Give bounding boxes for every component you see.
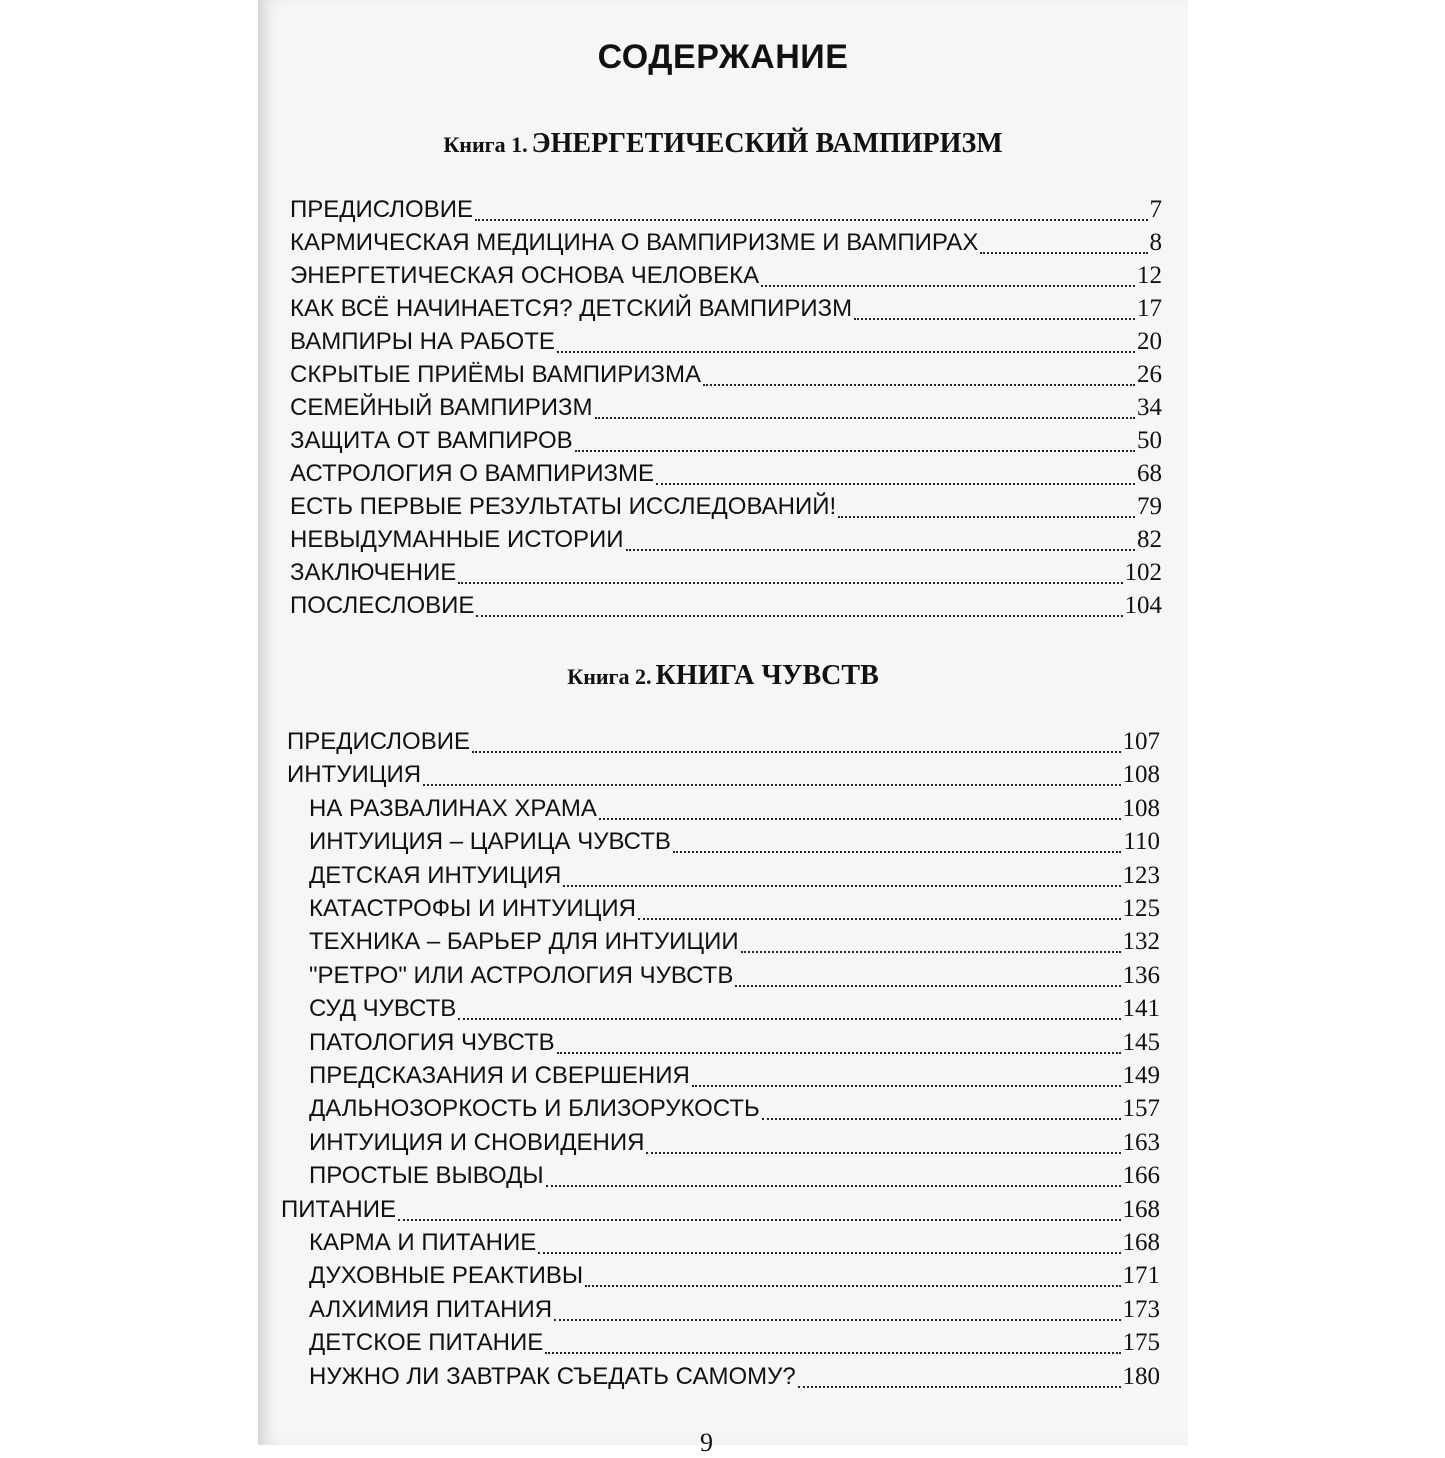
toc-entry-page: 20	[1137, 328, 1162, 355]
toc-entry	[309, 795, 1160, 827]
toc-entry-title: ДУХОВНЫЕ РЕАКТИВЫ	[309, 1262, 584, 1290]
toc-entry-title: СКРЫТЫЕ ПРИЁМЫ ВАМПИРИЗМА	[290, 361, 702, 388]
toc-entry-title: ДАЛЬНОЗОРКОСТЬ И БЛИЗОРУКОСТЬ	[309, 1095, 760, 1123]
toc-entry-page: 149	[1122, 1062, 1160, 1089]
toc-entry-page: 175	[1122, 1329, 1160, 1357]
toc-entry-title: СУД ЧУВСТВ	[309, 995, 457, 1023]
toc-entry-page: 17	[1137, 295, 1162, 322]
toc-leader-dots	[599, 818, 1121, 820]
toc-leader-dots	[563, 885, 1120, 887]
toc-entry-title: ИНТУИЦИЯ И СНОВИДЕНИЯ	[309, 1128, 645, 1156]
toc-entry-title: ЕСТЬ ПЕРВЫЕ РЕЗУЛЬТАТЫ ИССЛЕДОВАНИЙ!	[290, 493, 837, 520]
page-number: 9	[700, 1428, 713, 1457]
toc-entry-title: ПРОСТЫЕ ВЫВОДЫ	[309, 1162, 544, 1190]
toc-entry-title: ПРЕДИСЛОВИЕ	[290, 196, 473, 223]
toc-entry	[290, 427, 1162, 459]
toc-entry-page: 108	[1122, 761, 1160, 789]
toc-leader-dots	[557, 1052, 1121, 1054]
toc-entry-title: ИНТУИЦИЯ – ЦАРИЦА ЧУВСТВ	[309, 828, 671, 856]
toc-entry-title: КАРМИЧЕСКАЯ МЕДИЦИНА О ВАМПИРИЗМЕ И ВАМПИРАХ	[290, 229, 979, 256]
toc-entry	[309, 1162, 1160, 1194]
toc-leader-dots	[585, 1285, 1120, 1287]
toc-entry	[290, 559, 1162, 591]
toc-entry	[309, 962, 1160, 994]
toc-leader-dots	[458, 1018, 1120, 1020]
toc-leader-dots	[554, 1319, 1120, 1321]
toc-leader-dots	[458, 582, 1122, 584]
toc-entry-title: НЕВЫДУМАННЫЕ ИСТОРИИ	[290, 526, 624, 553]
toc-leader-dots	[626, 549, 1136, 551]
toc-entry-page: 168	[1122, 1195, 1160, 1223]
toc-entry-title: ДЕТСКОЕ ПИТАНИЕ	[309, 1329, 544, 1357]
toc-entry-page: 125	[1122, 895, 1160, 922]
toc-entry	[290, 526, 1162, 558]
toc-entry	[309, 995, 1160, 1027]
toc-entry	[290, 592, 1162, 624]
toc-leader-dots	[980, 252, 1147, 254]
toc-leader-dots	[854, 318, 1135, 320]
toc-entry	[290, 229, 1162, 261]
toc-entry-page: 180	[1122, 1362, 1160, 1390]
toc-entry-title: "РЕТРО" ИЛИ АСТРОЛОГИЯ ЧУВСТВ	[309, 961, 734, 989]
toc-entry-title: ПРЕДИСЛОВИЕ	[287, 728, 470, 755]
toc-leader-dots	[575, 450, 1135, 452]
toc-leader-dots	[762, 1118, 1121, 1120]
toc-entry-page: 171	[1122, 1262, 1160, 1290]
toc-entry-title: ЗАКЛЮЧЕНИЕ	[290, 559, 457, 586]
toc-entry	[309, 1329, 1160, 1361]
toc-entry	[309, 1062, 1160, 1094]
toc-entry	[309, 1363, 1160, 1395]
toc-leader-dots	[741, 951, 1121, 953]
toc-leader-dots	[595, 417, 1135, 419]
toc-leader-dots	[472, 751, 1121, 753]
toc-leader-dots	[538, 1252, 1120, 1254]
toc-entry-title: КАТАСТРОФЫ И ИНТУИЦИЯ	[309, 895, 636, 922]
toc-leader-dots	[475, 219, 1148, 221]
toc-entry	[290, 493, 1162, 525]
toc-entry	[290, 262, 1162, 294]
toc-entry-page: 8	[1149, 229, 1162, 256]
toc-entry-page: 110	[1123, 828, 1160, 856]
toc-entry-title: АСТРОЛОГИЯ О ВАМПИРИЗМЕ	[290, 460, 655, 487]
toc-leader-dots	[646, 1152, 1120, 1154]
toc-entry-page: 123	[1122, 861, 1160, 889]
toc-entry	[309, 928, 1160, 960]
toc-entry-page: 102	[1124, 559, 1162, 586]
toc-entry	[287, 761, 1160, 793]
toc-entry-title: ПАТОЛОГИЯ ЧУВСТВ	[309, 1028, 555, 1056]
toc-entry-page: 104	[1124, 592, 1162, 619]
toc-entry	[290, 460, 1162, 492]
toc-entry-title: ВАМПИРЫ НА РАБОТЕ	[290, 328, 555, 355]
page-title: СОДЕРЖАНИЕ	[597, 38, 849, 76]
toc-entry	[287, 728, 1160, 760]
toc-entry-page: 136	[1122, 961, 1160, 989]
toc-entry-page: 166	[1122, 1162, 1160, 1190]
toc-entry-title: ТЕХНИКА – БАРЬЕР ДЛЯ ИНТУИЦИИ	[309, 928, 739, 956]
toc-entry-title: ЭНЕРГЕТИЧЕСКАЯ ОСНОВА ЧЕЛОВЕКА	[290, 262, 760, 289]
toc-entry	[281, 1196, 1160, 1228]
toc-leader-dots	[761, 285, 1135, 287]
toc-entry-title: НА РАЗВАЛИНАХ ХРАМА	[309, 794, 597, 822]
toc-entry	[309, 1129, 1160, 1161]
toc-entry	[290, 328, 1162, 360]
toc-entry-title: ПИТАНИЕ	[281, 1195, 396, 1223]
toc-entry-title: КАК ВСЁ НАЧИНАЕТСЯ? ДЕТСКИЙ ВАМПИРИЗМ	[290, 295, 853, 322]
toc-entry-title: АЛХИМИЯ ПИТАНИЯ	[309, 1295, 553, 1323]
book2-name: КНИГА ЧУВСТВ	[655, 660, 879, 691]
toc-entry-page: 34	[1137, 394, 1162, 421]
toc-entry-page: 145	[1122, 1028, 1160, 1056]
toc-entry	[309, 1095, 1160, 1127]
book2-prefix: Книга 2.	[567, 664, 652, 689]
toc-entry	[309, 895, 1160, 927]
book1-name: ЭНЕРГЕТИЧЕСКИЙ ВАМПИРИЗМ	[531, 128, 1003, 159]
toc-entry-title: СЕМЕЙНЫЙ ВАМПИРИЗМ	[290, 394, 593, 421]
toc-leader-dots	[798, 1386, 1121, 1388]
toc-entry-title: ИНТУИЦИЯ	[287, 761, 422, 789]
toc-entry-page: 168	[1122, 1229, 1160, 1256]
book1-prefix: Книга 1.	[443, 132, 528, 157]
toc-leader-dots	[476, 615, 1122, 617]
toc-leader-dots	[735, 985, 1120, 987]
toc-entry	[290, 361, 1162, 393]
toc-entry-page: 157	[1122, 1095, 1160, 1123]
toc-entry	[309, 828, 1160, 860]
toc-entry-page: 79	[1137, 493, 1162, 520]
toc-entry	[309, 1229, 1160, 1261]
toc-entry-title: ЗАЩИТА ОТ ВАМПИРОВ	[290, 427, 573, 454]
book1-heading	[258, 128, 1188, 160]
toc-leader-dots	[656, 483, 1135, 485]
toc-leader-dots	[638, 918, 1121, 920]
toc-entry-page: 141	[1122, 995, 1160, 1023]
toc-entry-page: 108	[1122, 794, 1160, 822]
toc-entry-page: 7	[1149, 196, 1162, 223]
toc-entry-title: ПОСЛЕСЛОВИЕ	[290, 592, 475, 619]
toc-entry-page: 82	[1137, 526, 1162, 553]
toc-entry	[309, 1296, 1160, 1328]
toc-entry-page: 107	[1122, 728, 1160, 755]
toc-entry-page: 12	[1137, 262, 1162, 289]
toc-leader-dots	[398, 1219, 1121, 1221]
toc-entry-page: 26	[1137, 361, 1162, 388]
toc-entry-title: НУЖНО ЛИ ЗАВТРАК СЪЕДАТЬ САМОМУ?	[309, 1362, 796, 1390]
toc-leader-dots	[673, 851, 1122, 853]
toc-leader-dots	[692, 1085, 1121, 1087]
toc-entry	[309, 1262, 1160, 1294]
toc-entry-page: 68	[1137, 460, 1162, 487]
toc-leader-dots	[545, 1352, 1120, 1354]
toc-leader-dots	[546, 1185, 1121, 1187]
toc-entry	[290, 196, 1162, 228]
toc-leader-dots	[703, 384, 1135, 386]
toc-entry-page: 132	[1122, 928, 1160, 956]
toc-entry-page: 50	[1137, 427, 1162, 454]
toc-entry-page: 173	[1122, 1295, 1160, 1323]
toc-entry-title: ДЕТСКАЯ ИНТУИЦИЯ	[309, 861, 562, 889]
toc-entry	[290, 394, 1162, 426]
toc-leader-dots	[557, 351, 1135, 353]
toc-entry-title: ПРЕДСКАЗАНИЯ И СВЕРШЕНИЯ	[309, 1062, 690, 1089]
toc-entry	[309, 862, 1160, 894]
toc-entry	[309, 1029, 1160, 1061]
toc-entry-title: КАРМА И ПИТАНИЕ	[309, 1229, 537, 1256]
toc-entry-page: 163	[1122, 1128, 1160, 1156]
toc-leader-dots	[838, 516, 1135, 518]
toc-leader-dots	[423, 784, 1120, 786]
toc-entry	[290, 295, 1162, 327]
book2-heading	[258, 660, 1188, 692]
